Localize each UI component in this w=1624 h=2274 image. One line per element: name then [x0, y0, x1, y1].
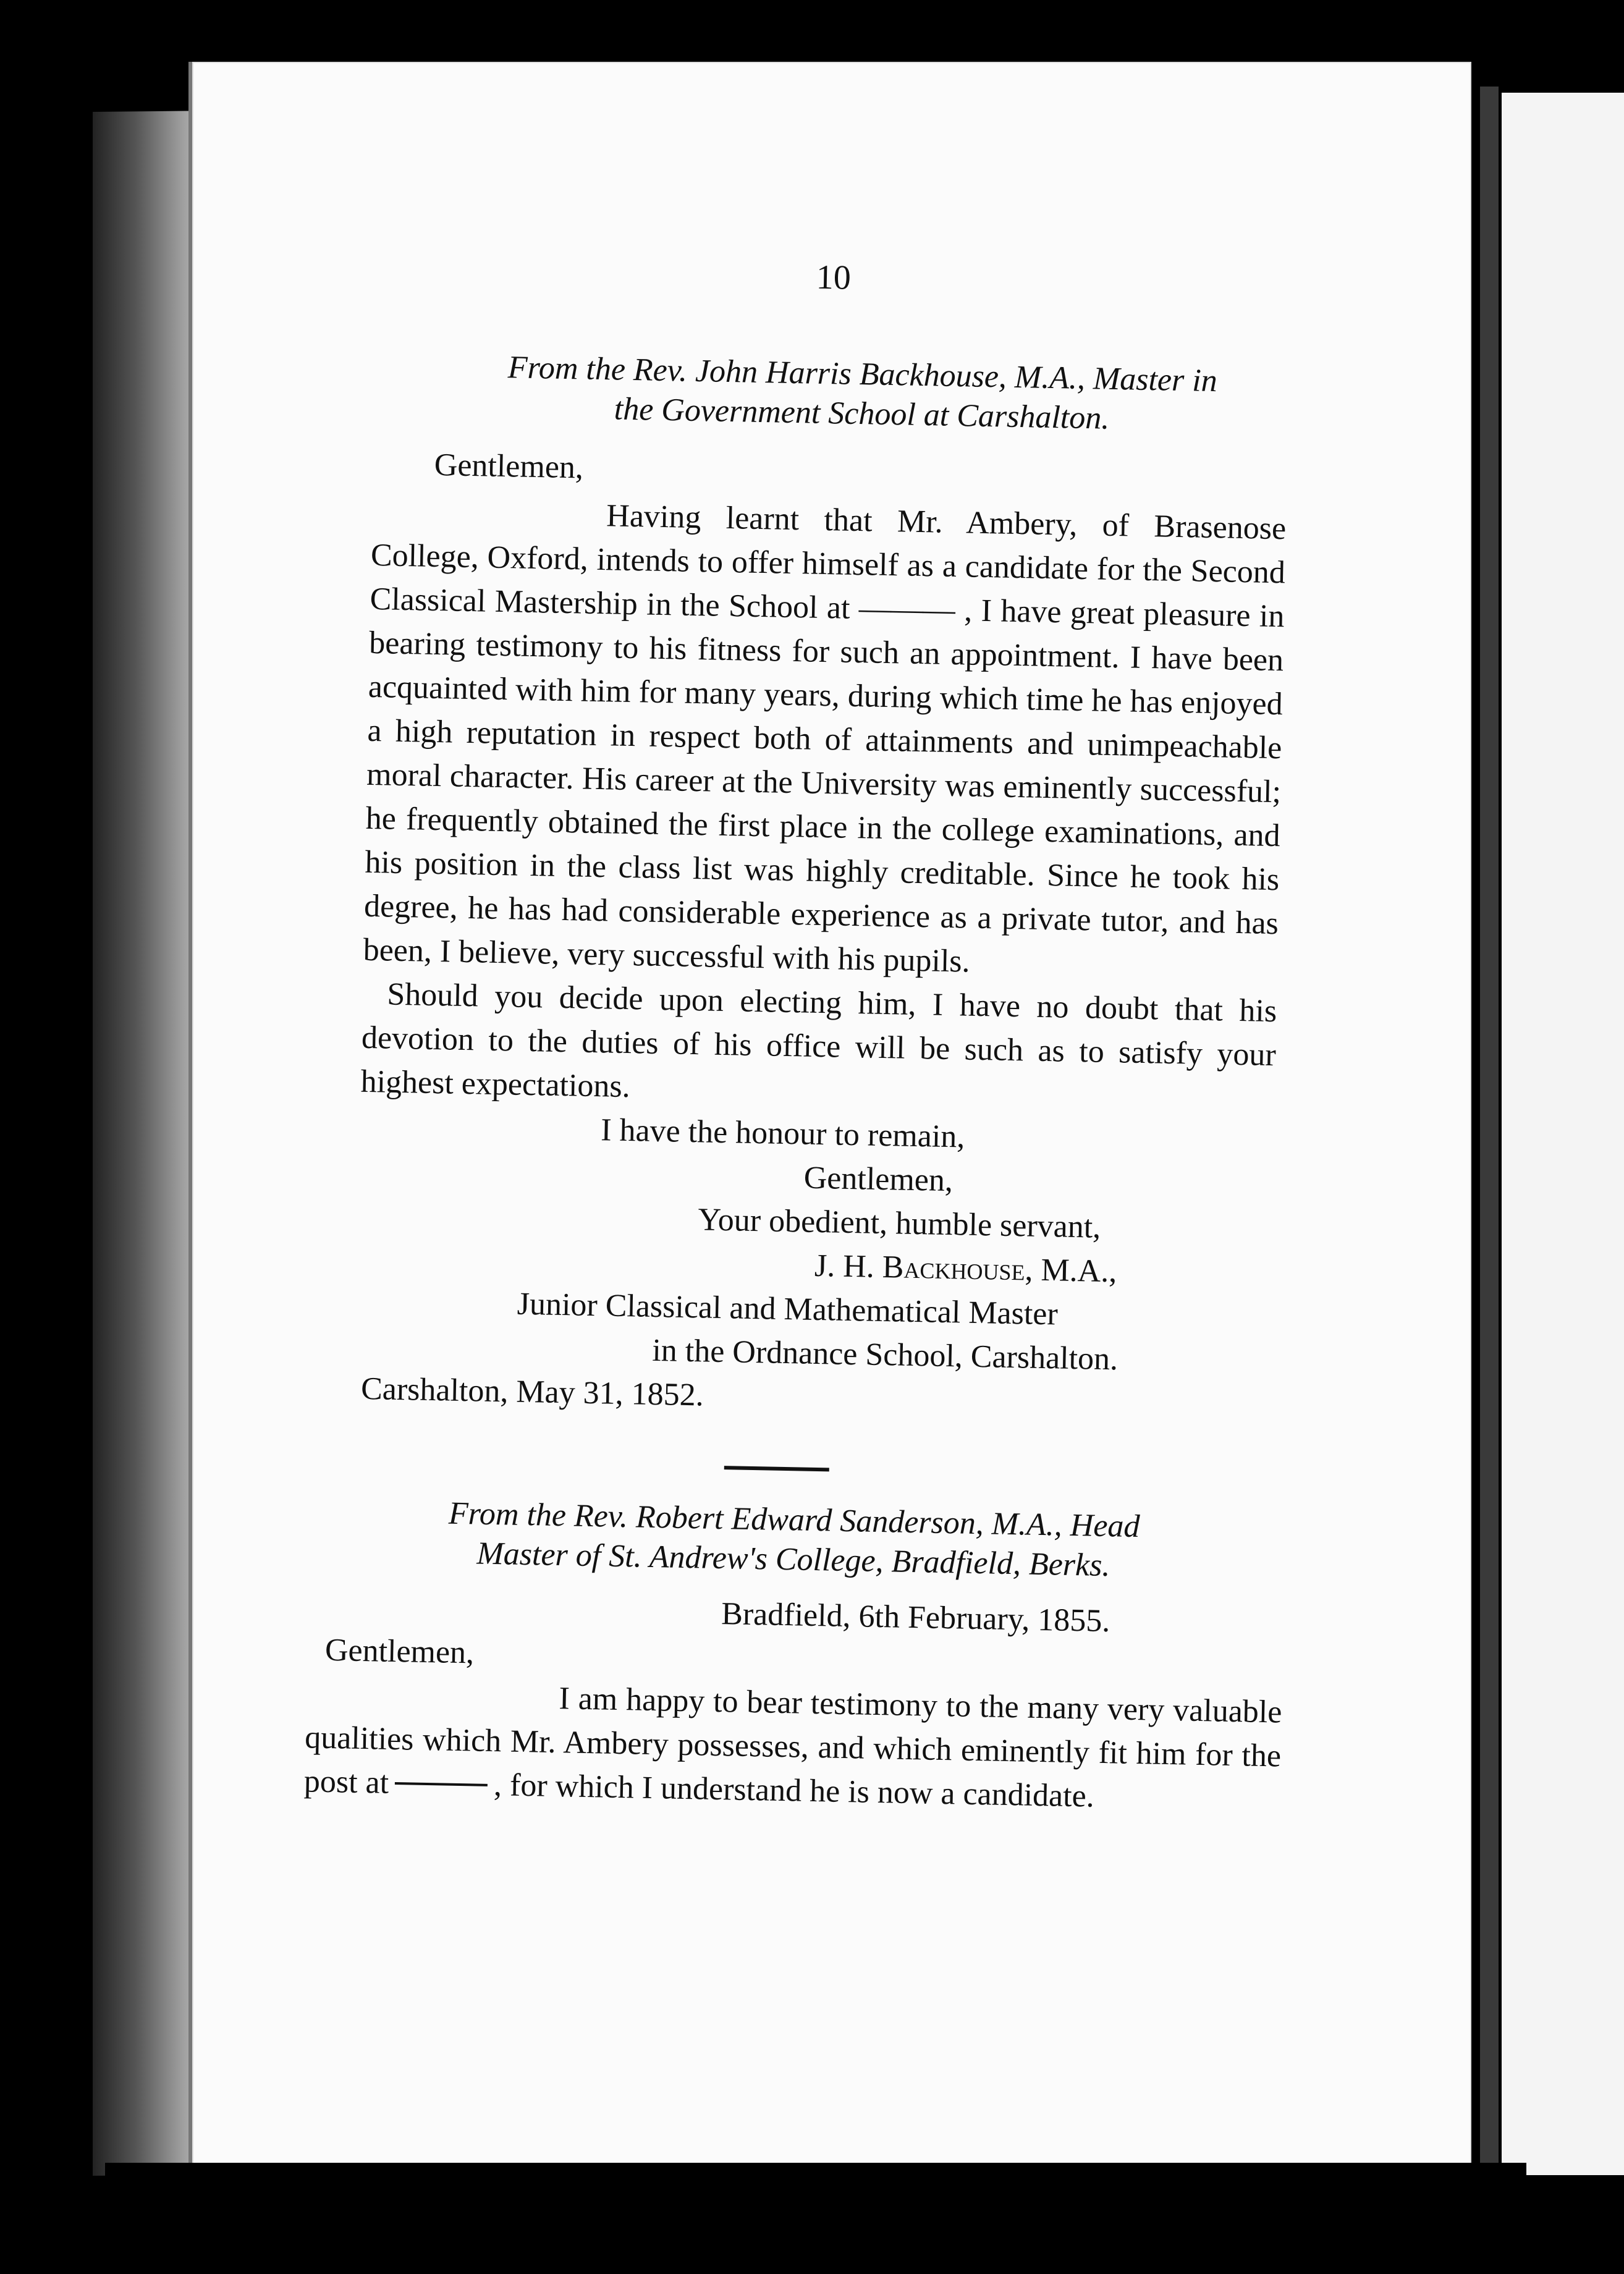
paragraph-text: , for which I understand he is now a candidate.: [493, 1767, 1095, 1814]
paragraph-text: I am happy to bear testimony to the many very valuable qualities which Mr. Ambery possesses, and which eminently fit him for the post at: [303, 1681, 1282, 1801]
place-date: Carshalton, May 31, 1852.: [360, 1371, 704, 1413]
letter-heading: [410, 346, 1314, 442]
letter-heading: [308, 1491, 1279, 1589]
signatory-title: in the Ordnance School, Carshalton.: [651, 1332, 1119, 1377]
page-gutter: [1480, 87, 1499, 2169]
salutation: Gentlemen,: [434, 447, 584, 486]
signature: J. H. Backhouse, M.A.,: [814, 1248, 1117, 1290]
page-content: [303, 235, 1291, 1822]
letter-paragraph: [303, 1672, 1282, 1822]
salutation: Gentlemen,: [324, 1632, 475, 1671]
signatory-title: Junior Classical and Mathematical Master: [517, 1286, 1059, 1332]
letter-sanderson: [303, 1492, 1282, 1822]
letter-backhouse: [354, 345, 1289, 1428]
heading-line: From the Rev. Robert Edward Sanderson, M.A., Head: [448, 1495, 1141, 1545]
dateline: Bradfield, 6th February, 1855.: [721, 1596, 1110, 1639]
closing-line: Your obedient, humble servant,: [697, 1202, 1101, 1245]
closing-line: Gentlemen,: [803, 1160, 954, 1199]
section-separator: [724, 1466, 829, 1471]
closing-line: I have the honour to remain,: [600, 1112, 965, 1155]
adjacent-page: [1502, 93, 1624, 2175]
scan-border: [105, 2163, 1526, 2274]
blank-line: [395, 1782, 488, 1786]
letter-closing: [354, 1104, 1274, 1428]
heading-line: From the Rev. John Harris Backhouse, M.A., Master in: [507, 350, 1218, 399]
letter-paragraph: Should you decide upon electing him, I have no doubt that his devotion to the duties of his office will be such as to satisfy your highest expectations.: [360, 976, 1277, 1105]
heading-line: Master of St. Andrew's College, Bradfield, Berks.: [476, 1536, 1110, 1584]
heading-line: the Government School at Carshalton.: [614, 391, 1110, 436]
letter-paragraph: Having learnt that Mr. Ambery, of Brasenose College, Oxford, intends to offer himself as a candidate for the Second Classical Mastership in the School at ——— , I have great pleasure in bearing testimony to his fitness for such an appointment. I have been acquainted with him for many years, during which time he has enjoyed a high reputation in respect both of attainments and unimpeachable moral character. His career at the University was eminently successful; he frequently obtained the first place in the college examinations, and his position in the class list was highly creditable. Since he took his degree, he has had considerable experience as a private tutor, and has been, I believe, very successful with his pupils.: [363, 498, 1287, 979]
page-number: 10: [816, 258, 852, 297]
